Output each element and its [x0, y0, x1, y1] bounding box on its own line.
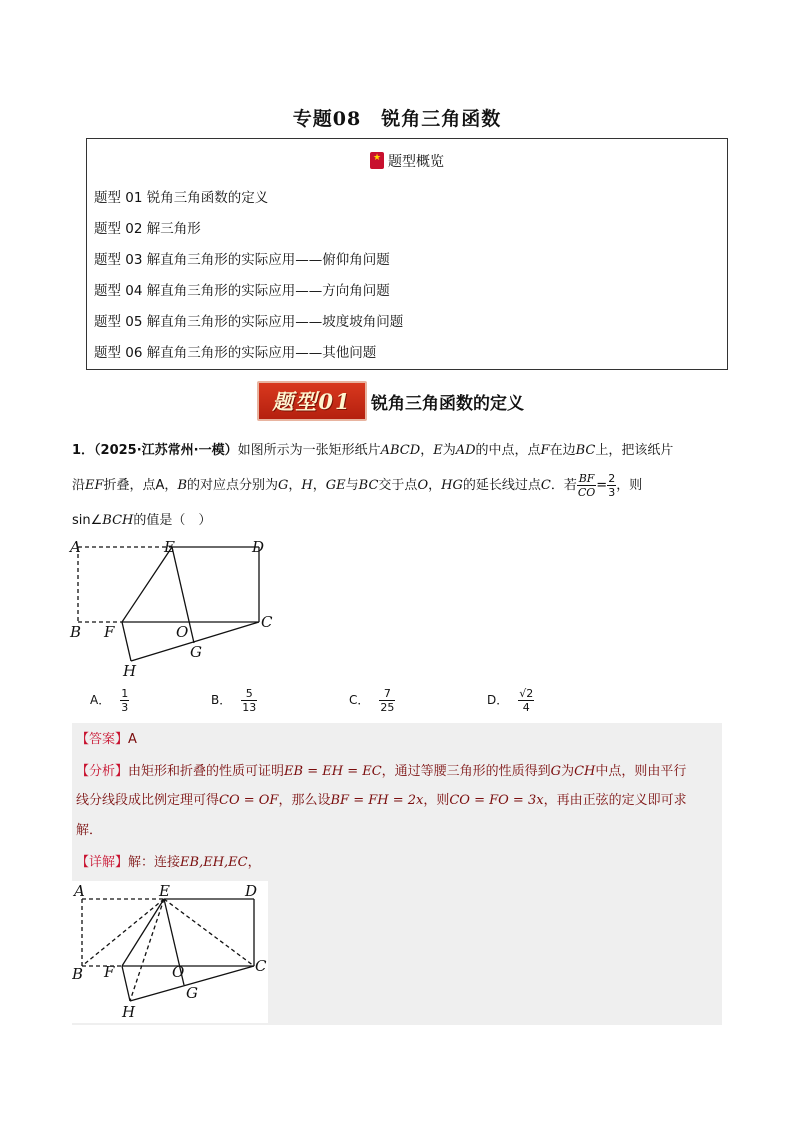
question-figure: [68, 533, 280, 683]
label-F: F: [104, 623, 115, 641]
option-a[interactable]: A． $\frac{1}{3}$: [90, 687, 129, 714]
section-title: 锐角三角函数的定义: [371, 393, 524, 414]
label-B: B: [72, 965, 84, 983]
option-c[interactable]: C． $\frac{7}{25}$: [349, 687, 395, 714]
overview-item: 题型 04 解直角三角形的实际应用——方向角问题: [94, 283, 390, 299]
label-D: D: [252, 538, 265, 556]
analysis-line-3: 解．: [76, 823, 103, 838]
answer-line: 【答案】A: [76, 732, 137, 747]
question-line-1: 1．（2025·江苏常州·一模）如图所示为一张矩形纸片ABCD，E为AD的中点，点F在边BC上，把该纸片: [72, 443, 674, 458]
label-E: E: [159, 882, 170, 900]
fraction-2-3: $\frac{2}{3}$: [608, 472, 616, 499]
book-icon: [370, 152, 384, 169]
label-B: B: [70, 623, 82, 641]
label-O: O: [172, 963, 185, 981]
analysis-line-2: 线分线段成比例定理可得CO = OF，那么设BF = FH = 2x，则CO = FO = 3x，再由正弦的定义即可求: [76, 793, 687, 808]
analysis-line-1: 【分析】由矩形和折叠的性质可证明EB = EH = EC，通过等腰三角形的性质得到G为CH中点，则由平行: [76, 764, 687, 779]
page-title: 专题08 锐角三角函数: [292, 108, 502, 130]
label-C: C: [261, 613, 273, 631]
label-E: E: [164, 538, 175, 556]
detail-figure: [72, 881, 268, 1023]
overview-list: [94, 189, 403, 375]
question-line-3: sin∠BCH的值是（ ）: [72, 513, 212, 528]
label-A: A: [74, 882, 85, 900]
label-G: G: [190, 643, 202, 661]
overview-item: 题型 01 锐角三角函数的定义: [94, 190, 269, 206]
detail-line: 【详解】解：连接EB,EH,EC，: [76, 855, 261, 870]
section-badge: 题型01: [257, 381, 367, 421]
label-H: H: [122, 1003, 136, 1021]
section-banner: [257, 381, 524, 421]
overview-item: 题型 02 解三角形: [94, 221, 201, 237]
label-F: F: [104, 963, 115, 981]
label-G: G: [186, 984, 198, 1002]
fraction-bf-co: $\frac{BF}{CO}$: [577, 472, 596, 499]
option-d[interactable]: D． $\frac{√2}{4}$: [487, 687, 534, 714]
label-O: O: [176, 623, 189, 641]
overview-box: [86, 138, 728, 370]
label-A: A: [70, 538, 81, 556]
overview-item: 题型 05 解直角三角形的实际应用——坡度坡角问题: [94, 314, 404, 330]
label-C: C: [255, 957, 267, 975]
overview-item: 题型 06 解直角三角形的实际应用——其他问题: [94, 345, 377, 361]
overview-item: 题型 03 解直角三角形的实际应用——俯仰角问题: [94, 252, 390, 268]
question-line-2: 沿EF折叠，点A，B的对应点分别为G，H，GE与BC交于点O，HG的延长线过点C．若 $\frac{BF}{CO}$ = $\frac{2}{3}$ ，则: [72, 472, 643, 499]
label-D: D: [245, 882, 258, 900]
label-H: H: [123, 662, 137, 680]
option-b[interactable]: B． $\frac{5}{13}$: [211, 687, 257, 714]
overview-header: ★题型概览: [87, 151, 727, 171]
